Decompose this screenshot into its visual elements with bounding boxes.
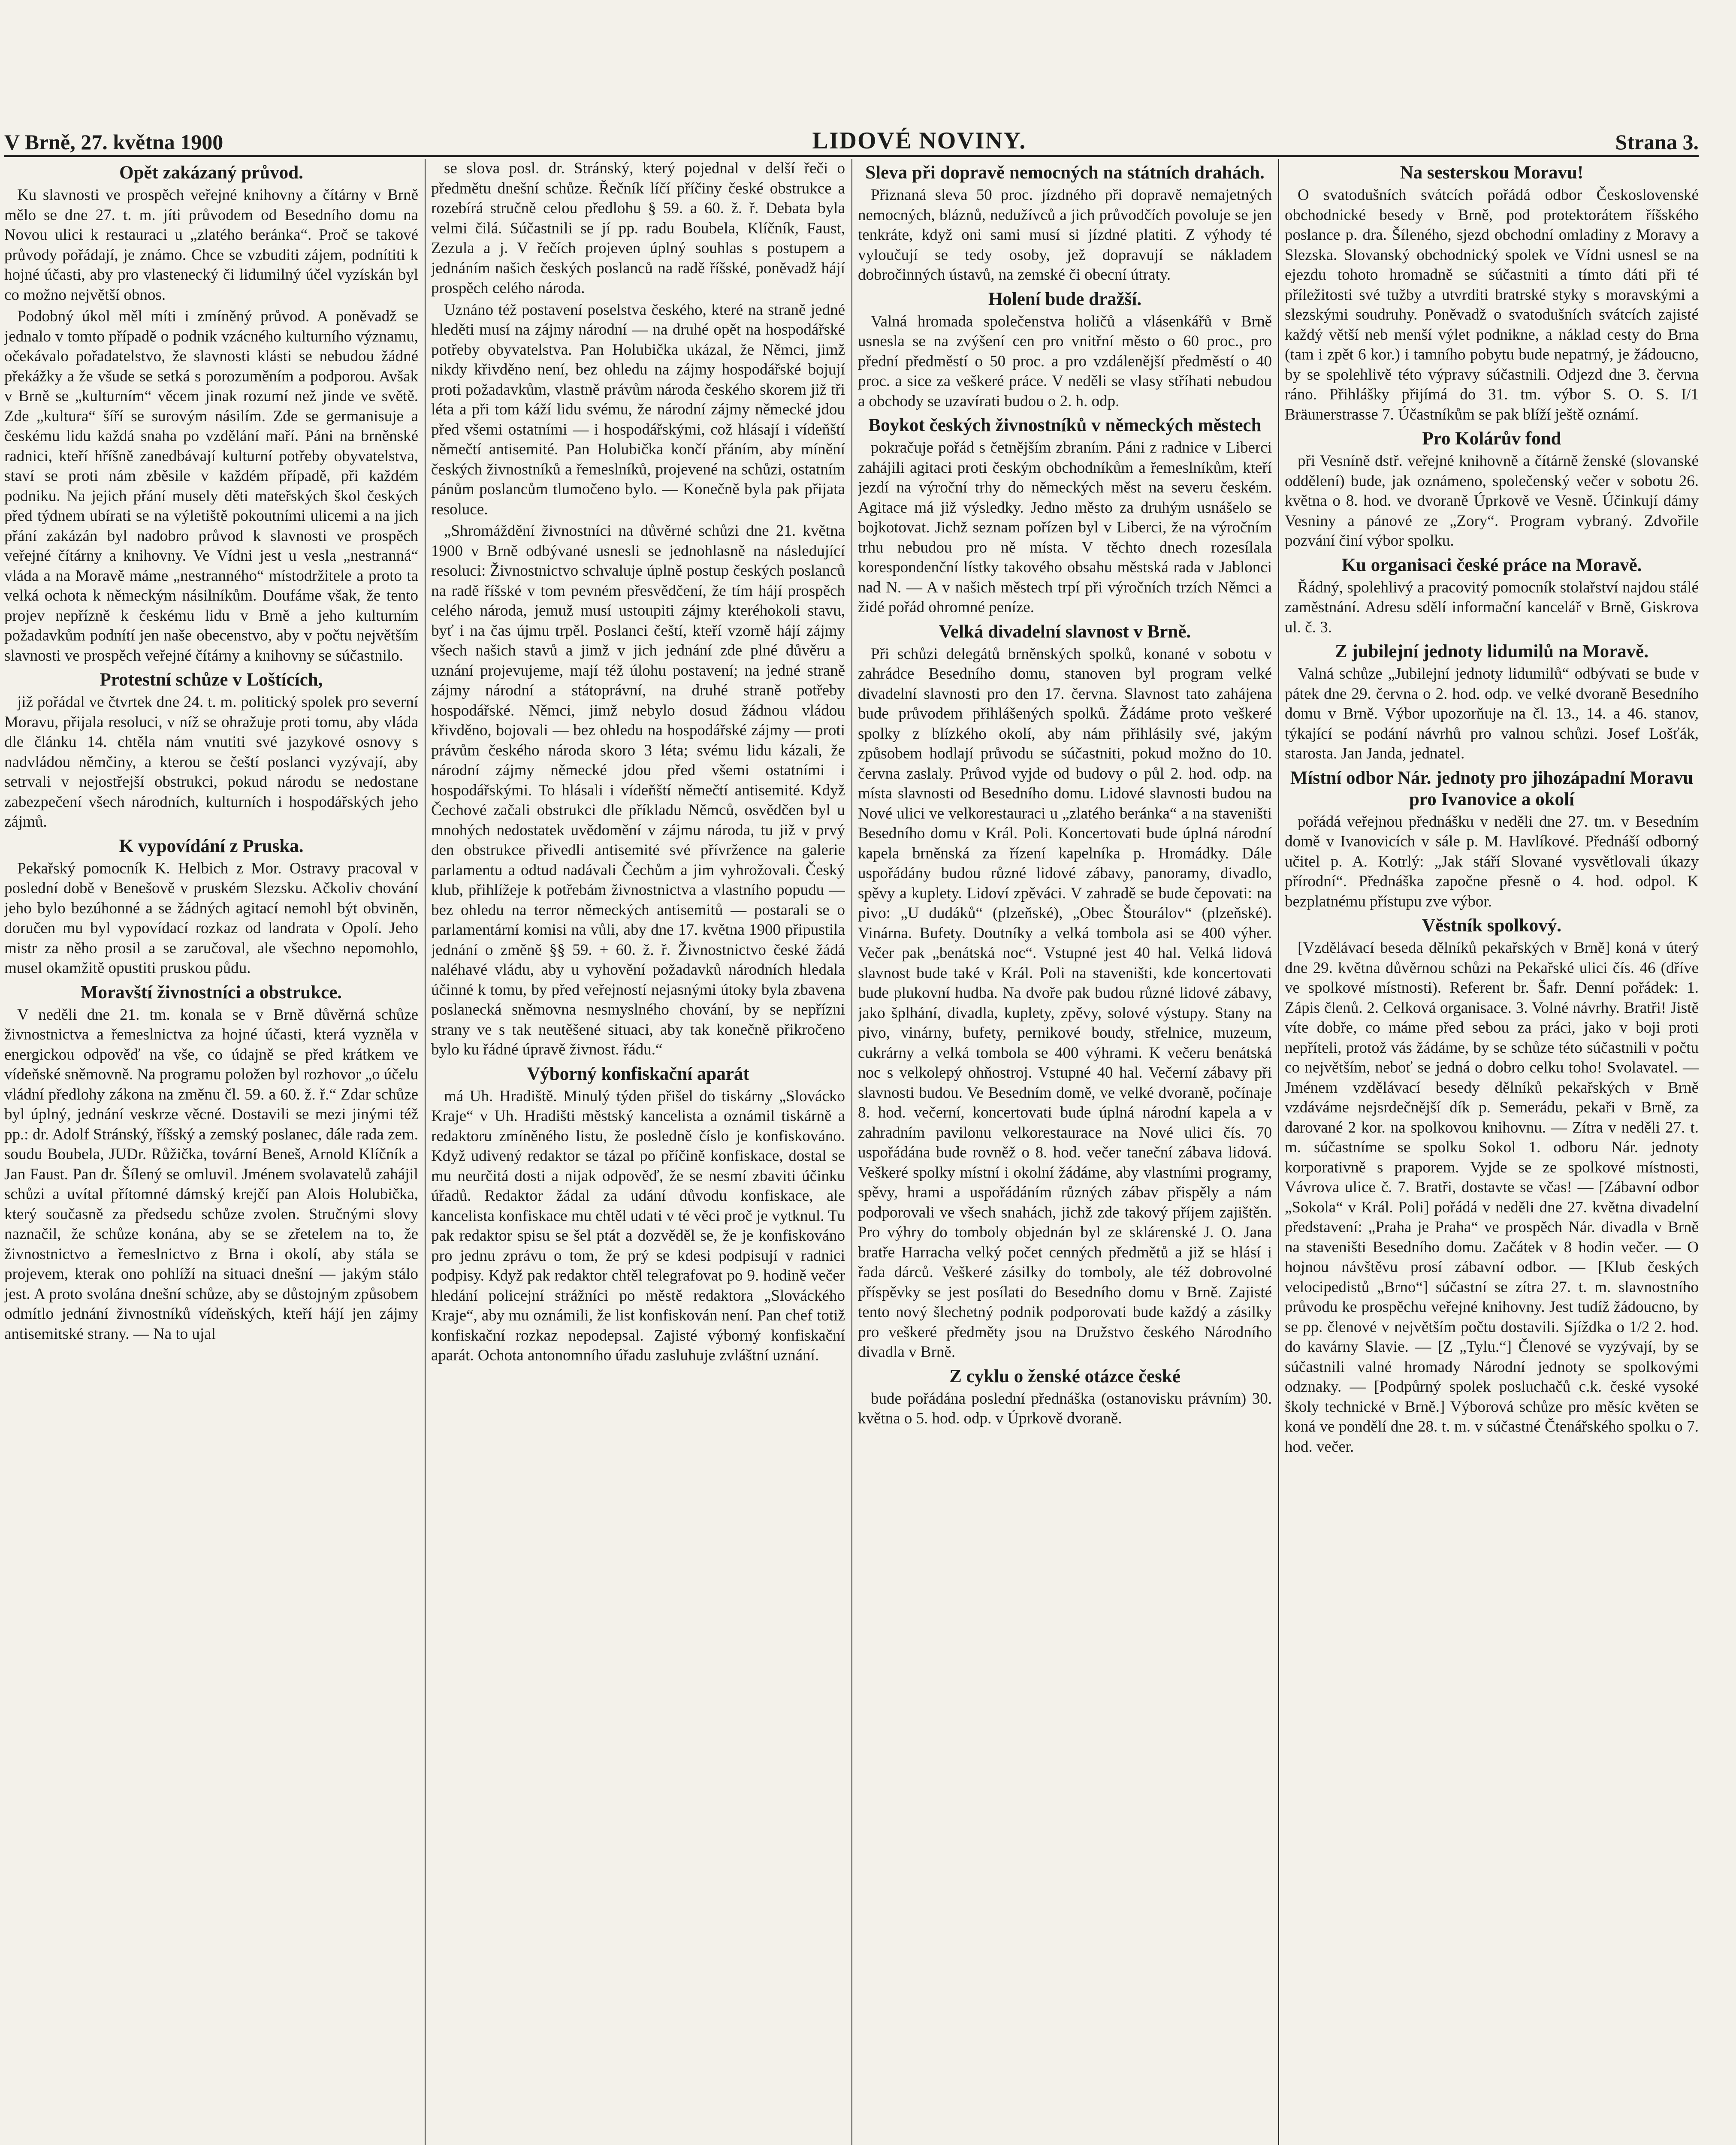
article-paragraph: V neděli dne 21. tm. konala se v Brně důvěrná schůze živnostnictva a řemeslnictva za hojné účasti, která vyzněla v energickou odpověď na vše, co údajně se před krátkem ve vídeňské sněmovně. Na programu položen byl rozhovor „o účelu vládní předlohy zákona na změnu čl. 59. a 60. ž. ř.“ Zdar schůze byl úplný, jednání veskrze věcné. Dostavili se mezi jinými též pp.: dr. Adolf Stránský, říšský a zemský poslanec, dále rada zem. soudu Boubela, JUDr. Růžička, tovární Beneš, Arnold Klíčník a Jan Faust. Pan dr. Šílený se omluvil. Jménem svolavatelů zahájil schůzi a uvítal přítomné dámský krejčí pan Alois Holubička, který současně za předsedu schůze zvolen. Stručnými slovy naznačil, že schůze konána, aby se se zřetelem na to, že živnostnictvo a řemeslnictvo z Brna i okolí, aby stála se projevem, kterak ono pohlíží na situaci dnešní — jakým stálo jest. A proto svolána dnešní schůze, aby se důstojným způsobem odmítlo jednání živnostníků vídeňských, kteří hájí jen zájmy antisemitské strany. — Na to ujal bbox=[4, 1006, 418, 1343]
column-divider bbox=[425, 159, 426, 2145]
article-headline: Na sesterskou Moravu! bbox=[1400, 163, 1584, 183]
article-paragraph: Uznáno též postavení poselstva českého, které na straně jedné hleděti musí na zájmy národní — na druhé opět na hospodářské potřeby obyvatelstva. Pan Holubička ukázal, že Němci, jimž nikdy křivděno není, bez ohledu na zájmy hospodářské bojují proti požadavkům, vlastně právům národa českého skorem již tři léta a při tom káží lidu svému, že národní zájmy německé jdou před všemi ostatními — i hospodářskými, což hlásají i vídeňští němečtí antisemité. Pan Holubička končí přáním, aby mínění českých živnostníků a řemeslníků, projevené na schůzi, ostatním pánům poslancům tlumočeno bylo. — Konečně byla pak přijata resoluce. bbox=[431, 301, 845, 518]
article-paragraph: pokračuje pořád s četnějším zbraním. Páni z radnice v Liberci zahájili agitaci proti českým obchodníkům a řemeslníkům, kteří jezdí na výroční trhy do německých měst na severu českém. Agitace má již výsledky. Jedno město za druhým usnášelo se bojkotovat. Jichž seznam pořízen byl v Liberci, že na výročním trhu nebudou pro ně místa. V těchto dnech rozesílala korespondenční lístky takového obsahu městská rada v Jablonci nad N. — A v našich městech trpí při výročních trzích Němci a židé pořád ohromné peníze. bbox=[858, 439, 1272, 616]
column-divider bbox=[1278, 159, 1279, 2145]
article-paragraph: Ku slavnosti ve prospěch veřejné knihovny a čítárny v Brně mělo se dne 27. t. m. jíti průvodem od Besedního domu na Novou ulici k restauraci u „zlatého beránka“. Proč se takové průvody pořádají, je známo. Chce se vzbuditi zájem, podnítiti k hojné účasti, aby pro vlastenecký či lidumilný účel vyzískán byl co možno největší obnos. bbox=[4, 186, 418, 304]
article-headline: Místní odbor Nár. jednoty pro jihozápadní Moravu pro Ivanovice a okolí bbox=[1290, 767, 1694, 810]
article-paragraph: Valná schůze „Jubilejní jednoty lidumilů“ odbývati se bude v pátek dne 29. června o 2. hod. odp. ve velké dvoraně Besedního domu v Brně. Výbor upozorňuje na čl. 13., 14. a 46. stanov, týkající se podání návrhů pro valnou schůzi. Josef Lošťák, starosta. Jan Janda, jednatel. bbox=[1285, 665, 1699, 762]
article-paragraph: O svatodušních svátcích pořádá odbor Československé obchodnické besedy v Brně, pod protektorátem říšského poslance p. dra. Šíleného, sjezd obchodní omladiny z Moravy a Slezska. Slovanský obchodnický spolek ve Vídni usnesl se na ejezdu tohoto hromadně se súčastniti a tímto dáti při té příležitosti své tužby a utvrditi bratrské styky s moravskými a slezskými soudruhy. Poněvadž o svatodušních svátcích zajisté každý větší neb menší výlet podnikne, a náklad cesty do Brna (tam i zpět 6 kor.) i tamního pobytu bude nepatrný, je žádoucno, by se spolehlivě této výpravy súčastnili. Odjezd dne 3. června ráno. Přihlášky přijímá do 31. tm. výbor S. O. S. I/1 Bräunerstrasse 7. Účastníkům se pak blíží ještě oznámí. bbox=[1285, 186, 1699, 423]
article-paragraph: při Vesníně dstř. veřejné knihovně a čítárně ženské (slovanské oddělení) bude, jak oznámeno, společenský večer v sobotu 26. května o 8. hod. ve dvoraně Úprkově ve Vesně. Účinkují dámy Vesniny a pánové ze „Zory“. Program vybraný. Zdvořile pozvání činí výbor spolku. bbox=[1285, 452, 1699, 550]
article-paragraph: již pořádal ve čtvrtek dne 24. t. m. politický spolek pro severní Moravu, přijala resoluci, v níž se ohražuje proti tomu, aby vláda dle článku 14. chtěla nám vnutiti své jazykové osnovy s nadvládou němčiny, a kterou se čeští poslanci vyzývají, aby setrvali v nejostřejší obstrukci, pokud národu se nedostane zabezpečení všech národních, kulturních i hospodářských jeho zájmů. bbox=[4, 693, 418, 831]
header-masthead: LIDOVÉ NOVINY. bbox=[812, 127, 1027, 154]
article-paragraph: Pekařský pomocník K. Helbich z Mor. Ostravy pracoval v poslední době v Benešově v pruském Slezsku. Ačkoliv chování jeho bylo bezúhonné a se žádných agitací nemohl být obviněn, doručen mu byl vypovídací rozkaz od landrata v Opolí. Jeho mistr za něho prosil a se zaručoval, ale všechno nepomohlo, musel okamžitě opustiti pruskou půdu. bbox=[4, 859, 418, 977]
article-paragraph: „Shromáždění živnostníci na důvěrné schůzi dne 21. května 1900 v Brně odbývané usnesli se jednohlasně na následující resoluci: Živnostnictvo schvaluje úplně postup českých poslanců na radě říšské v tom pevném přesvědčení, že tím hájí prospěch celého národa, jemuž musí ustoupiti zájmy kteréhokoli stavu, byť i na čas újmu trpěl. Poslanci čeští, kteří vzorně hájí zájmy všech našich stavů a jimž v jich jednání zde plné důvěru a uznání projevujeme, mají též úlohu postavení; na jedné straně zájmy národní a státoprávní, na druhé straně potřeby hospodářské. Němci, jimž nebylo dosud žádnou vládou křivděno, bojovali — bez ohledu na hospodářské zájmy — proti právům českého národa skoro 3 léta; svému lidu kázali, že národní zájmy německé jdou před všemi ostatními i hospodářskými. To hlásali i vídeňští němečtí antisemité. Když Čechové začali obstrukci dle příkladu Němců, osvědčen byl u mnohých nedostatek uvědomění v zájmu národa, tu již v prvý den obstrukce přivedli antisemité své přívržence na galerie parlamentu a odtud nadávali Čechům a jim vyhrožovali. Český klub, přihlížeje k potřebám živnostnictva a vlastního popudu — bez ohledu na terror německých antisemitů — postarali se o parlamentární komisi na vůli, aby dne 17. května 1900 připustila jednání o změně §§ 59. + 60. ž. ř. Živnostnictvo české žádá naléhavé vládu, aby u vyhovění požadavků národních hledala účinné k tomu, by před veřejností nejasnými útoky byla zbavena poslanecká sněmovna nesmyslného chování, by se nepřízni strany ve s tak neutěšené situaci, aby tak konečně přikročeno bylo ku řádné úpravě živnost. řádu.“ bbox=[431, 522, 845, 1058]
article-paragraph: bude pořádána poslední přednáška (ostanovisku právním) 30. května o 5. hod. odp. v Úprkově dvoraně. bbox=[858, 1390, 1272, 1427]
article-paragraph: má Uh. Hradiště. Minulý týden přišel do tiskárny „Slovácko Kraje“ v Uh. Hradišti městský kancelista a oznámil tiskárně a redaktoru zmíněného listu, že posledně číslo je konfiskováno. Když udivený redaktor se tázal po příčině konfiskace, dostal se mu neurčitá dosti a nijak odpověď, že se nesmí zbaviti účinku úřadů. Redaktor žádal za udání důvodu konfiskace, ale kancelista konfiskace mu chtěl udati v té věci proč je vytknul. Tu pak redaktor spisu se šel ptát a dozvěděl se, že je konfiskováno pro jednu zprávu o tom, že prý se kdesi podpisují v radnici podpisy. Když pak redaktor chtěl telegrafovat po 9. hodině večer hledání policejní strážníci po městě redaktora „Slováckého Kraje“, aby mu oznámili, že list konfiskován není. Pan chef totiž konfiskační rozkaz nepodepsal. Zajisté výborný konfiskační aparát. Ochota antonomního úřadu zasluhuje zvláštní uznání. bbox=[431, 1087, 845, 1364]
column-3 bbox=[858, 159, 1272, 2145]
article-headline: Velká divadelní slavnost v Brně. bbox=[939, 621, 1191, 642]
column-2 bbox=[431, 159, 845, 2145]
article-headline: K vypovídání z Pruska. bbox=[119, 836, 304, 856]
header-page-number: Strana 3. bbox=[1615, 130, 1699, 154]
article-headline: Z cyklu o ženské otázce české bbox=[949, 1366, 1180, 1387]
article-headline: Z jubilejní jednoty lidumilů na Moravě. bbox=[1334, 641, 1649, 662]
article-paragraph: Podobný úkol měl míti i zmíněný průvod. A poněvadž se jednalo v tomto případě o podnik vzácného kulturního významu, očekávalo pořadatelstvo, že slavnosti klásti se nebudou žádné překážky a že všude se setká s porozuměním a podporou. Avšak v Brně se „kulturním“ věcem jinak rozumí než jinde ve světě. Zde „kultura“ šíří se surovým násilím. Zde se germanisuje a českému lidu každá snaha po vzdělání maří. Páni na brněnské radnici, kteří hříšně zanedbávají kulturní potřeby obyvatelstva, staví se proti nám zběsile v každém případě, při každém podniku. Na jejich přání musely děti mateřských škol českých před týdnem ubírati se na výletiště pokoutními ulicemi a na jich přání zakázán byl nadobro průvod k slavnosti ve prospěch veřejné čítárny a knihovny. Ve Vídni jest u vesla „nestranná“ vláda a na Moravě máme „nestranného“ místodržitele a proto ta velká ochota k německým násilníkům. Doufáme však, že tento projev nepřízně k českému lidu v Brně a jeho kulturním požadavkům podnítí jen naše obecenstvo, aby v počtu největším slavnosti ve prospěch veřejné čítárny a knihovny se súčastnilo. bbox=[4, 308, 418, 665]
article-paragraph: se slova posl. dr. Stránský, který pojednal v delší řeči o předmětu dnešní schůze. Řečník líčí příčiny české obstrukce a rozebírá stručně celou předlohu § 59. a 60. ž. ř. Debata byla velmi čilá. Súčastnili se jí pp. radu Boubela, Klíčník, Faust, Zezula a j. V řečích projeven úplný souhlas s postupem a jednáním našich českých poslanců na radě říšské, poněvadž hájí prospěch celého národa. bbox=[431, 160, 845, 297]
article-headline: Pro Kolárův fond bbox=[1422, 429, 1561, 449]
article-headline: Protestní schůze v Loštících, bbox=[100, 670, 323, 690]
article-paragraph: Řádný, spolehlivý a pracovitý pomocník stolařství najdou stálé zaměstnání. Adresu sdělí informační kancelář v Brně, Giskrova ul. č. 3. bbox=[1285, 578, 1699, 636]
column-4 bbox=[1285, 159, 1699, 2145]
article-headline: Holení bude dražší. bbox=[988, 289, 1142, 309]
article-paragraph: Přiznaná sleva 50 proc. jízdného při dopravě nemajetných nemocných, bláznů, nedužívců a jich průvodčích povoluje se jen tenkráte, když oni sami musí si jízdné platiti. Z výhody té vyloučují se tedy osoby, jež dopravují se nákladem dobročinných ústavů, na zemské či obecní útraty. bbox=[858, 186, 1272, 284]
article-headline: Výborný konfiskační aparát bbox=[527, 1063, 749, 1084]
article-headline: Boykot českých živnostníků v německých městech bbox=[868, 415, 1262, 435]
article-paragraph: Valná hromada společenstva holičů a vlásenkářů v Brně usnesla se na zvýšení cen pro vnitřní město o 60 proc., pro přední předměstí o 50 proc. a pro vzdálenější předměstí o 40 proc. a sice za veškeré práce. V neděli se vlasy stříhati nebudou a obchody se uzavírati budou o 2. h. odp. bbox=[858, 312, 1272, 410]
article-headline: Sleva při dopravě nemocných na státních drahách. bbox=[865, 163, 1265, 183]
article-headline: Opět zakázaný průvod. bbox=[119, 163, 303, 183]
page-header bbox=[4, 120, 1699, 154]
column-1 bbox=[4, 159, 418, 2145]
article-headline: Ku organisaci české práce na Moravě. bbox=[1341, 555, 1642, 575]
main-columns bbox=[4, 159, 1699, 2145]
column-divider bbox=[851, 159, 852, 2145]
article-headline: Věstník spolkový. bbox=[1422, 915, 1561, 936]
article-paragraph: pořádá veřejnou přednášku v neděli dne 27. tm. v Besedním domě v Ivanovicích v sále p. M. Havlíkové. Přednáší odborný učitel p. A. Kotrlý: „Jak stáří Slované vysvětlovali úkazy přírodní“. Přednáška započne přesně o 4. hod. odpol. K bezplatnému přístupu zve výbor. bbox=[1285, 813, 1699, 910]
article-headline: Moravští živnostníci a obstrukce. bbox=[80, 982, 342, 1003]
header-rule bbox=[4, 155, 1699, 157]
header-date: V Brně, 27. května 1900 bbox=[4, 130, 223, 154]
article-paragraph: [Vzdělávací beseda dělníků pekařských v Brně] koná v úterý dne 29. května důvěrnou schůzi na Pekařské ulici čís. 46 (dříve ve spolkové místnosti). Referent br. Šafr. Denní pořádek: 1. Zápis členů. 2. Celková organisace. 3. Volné návrhy. Bratři! Jistě víte dobře, co máme před sebou za práci, jako v boji proti nepříteli, protož vás žádáme, by se schůze této súčastnili v počtu co největším, neboť se jedná o dobro celku toho! Svolavatel. — Jménem vzdělávací besedy dělníků pekařských v Brně vzdáváme nejsrdečnější dík p. Semerádu, pekaři v Brně, za darované 2 kor. na spolkovou knihovnu. — Zítra v neděli 27. t. m. súčastníme se spolku Sokol 1. odboru Nár. jednoty korporativně s praporem. Vyjde se ze spolkové místnosti, Vávrova ulice č. 7. Bratři, dostavte se včas! — [Zábavní odbor „Sokola“ v Král. Poli] pořádá v neděli dne 27. května divadelní představení: „Praha je Praha“ ve prospěch Nár. divadla v Brně na staveništi Besedního domu. Začátek v 8 hodin večer. — O hojnou návštěvu prosí zábavní odbor. — [Klub českých velocipedistů „Brno“] súčastní se zítra 27. t. m. slavnostního průvodu ke prospěchu veřejné knihovny. Jest tudíž žádoucno, by se pp. členové v největším počtu dostavili. Sjíždka o 1/2 2. hod. do kavárny Slavie. — [Z „Tylu.“] Členové se vyzývají, by se súčastnili valné hromady Národní jednoty se spolkovými odznaky. — [Podpůrný spolek posluchačů c.k. české vysoké školy technické v Brně.] Výborová schůze pro měsíc květen se koná ve pondělí dne 28. t. m. v súčastné Čtenářského spolku o 7. hod. večer. bbox=[1285, 939, 1699, 1456]
article-paragraph: Při schůzi delegátů brněnských spolků, konané v sobotu v zahrádce Besedního domu, stanoven byl program velké divadelní slavnosti pro den 17. června. Slavnost tato zahájena bude průvodem přihlášených spolků. Žádáme proto veškeré spolky z blízkého okolí, aby nám přihlásily své, jakým způsobem hodlají průvodu se súčastniti, pokud možno do 10. června zaslaly. Průvod vyjde od budovy o půl 2. hod. odp. na místa slavnosti od Besedního domu. Lidové slavnosti budou na Nové ulici ve velkorestauraci u „zlatého beránka“ a na staveništi Besedního domu v Král. Poli. Koncertovati bude úplná národní kapela brněnská za řízení kapelníka p. Hromádky. Dále uspořádány budou různé lidové zábavy, panoramy, divadlo, spěvy a kuplety. Lidoví zpěváci. V zahradě se bude čepovati: na pivo: „U dudáků“ (plzeňské), „Obec Štourálov“ (plzeňské). Vinárna. Bufety. Doutníky a velká tombola asi se 400 výher. Večer pak „benátská noc“. Vstupné jest 40 hal. Velká lidová slavnost bude také v Král. Poli na staveništi, kde koncertovati bude plukovní hudba. Na dvoře pak budou různé lidové zábavy, jako šplhání, divadla, kuplety, zpěvy, solové výstupy. Stany na pivo, vinárny, bufety, pernikové boudy, střelnice, muzeum, cukrárny a velká tombola se 400 výhrami. K večeru benátská noc s velkolepý ohňostroj. Vstupné 40 hal. Večerní zábavy při slavnosti budou. Ve Besedním domě, ve velké dvoraně, počínaje 8. hod. večerní, koncertovati bude úplná národní kapela a v zahradním pavilonu velkorestaurace na Nové ulici čís. 70 uspořádána bude rovněž o 8. hod. večer taneční zábava lidová. Veškeré spolky místní i okolní žádáme, aby vlastními programy, spěvy, hrami a uspořádáním různých zábav přispěly a nám podporovali ve všech snahách, jichž zde takový příjem zajištěn. Pro výhry do tomboly objednán byl ze sklárenské J. O. Jana bratře Harracha velký počet cenných předmětů a již se hlásí i řada dárců. Veškeré zásilky do tomboly, ale též dobrovolné příspěvky se jest posílati do Besedního domu v Brně. Zajisté tento nový šlechetný podnik podporovati bude každý a zásilky pro veškeré předměty jsou na Družstvo českého Národního divadla v Brně. bbox=[858, 645, 1272, 1361]
